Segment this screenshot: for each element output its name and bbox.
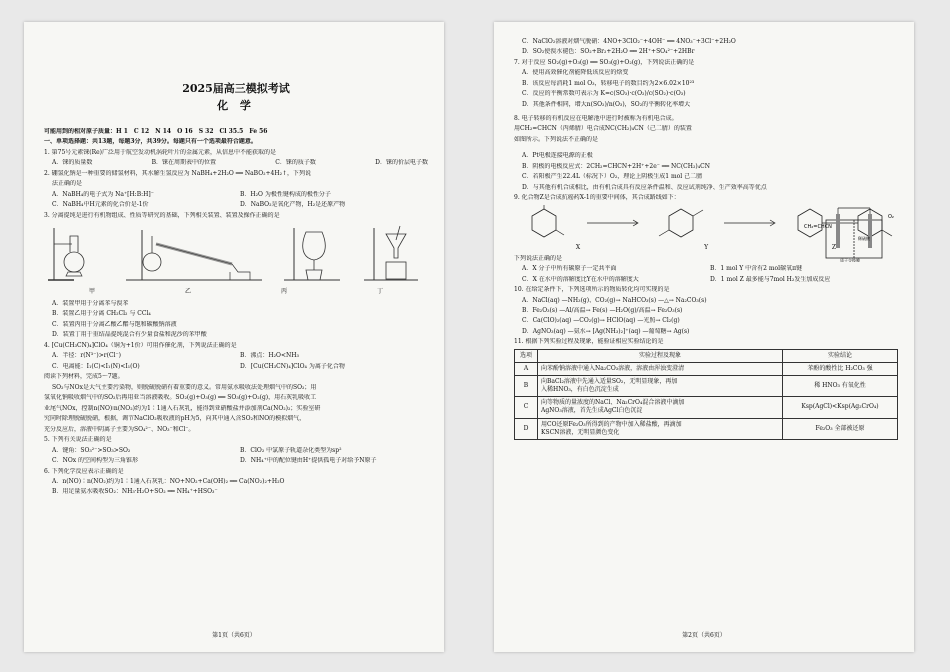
figure-labels — [44, 288, 428, 296]
question-1: 1. 第75号元素铼(Re)广泛用于航空发动机涡轮叶片的金属元素，从信息中不能获取的是 — [44, 148, 277, 156]
page-footer: 第2页（共6页） — [682, 631, 726, 639]
apparatus-figures — [44, 224, 428, 286]
question-8: 8. 电子转移的有机反应在电解池中进行时被称为有机电合成。 — [514, 115, 678, 122]
option: C．反应的平衡常数可表示为 K=c(SO₃)·c(O₂)/c(SO₂)·c(O₃) — [522, 90, 686, 98]
table-cell: Ksp(AgCl)<Ksp(Ag₂CrO₄) — [783, 397, 898, 418]
figure-label: 甲 — [88, 287, 95, 295]
table-cell: A — [515, 363, 538, 376]
option: A．Pt电极连接电源的正极 — [522, 152, 593, 160]
table-cell — [538, 418, 783, 439]
question-5-options-row — [44, 457, 428, 465]
figure-label: 乙 — [184, 287, 191, 295]
passage-line: 充分反应后，溶液中阴离子主要为SO₄²⁻、NO₃⁻和Cl⁻。 — [44, 425, 195, 433]
question-8-continued: 如图所示。下列说法不正确的是 — [514, 135, 599, 143]
question-7: 7. 对于反应 SO₂(g)+O₃(g) ══ SO₃(g)+O₂(g)，下列说法正确的是 — [514, 58, 695, 66]
passage-intro: 阅读下列材料，完成5～7题。 — [44, 373, 124, 381]
page-1-content — [44, 82, 428, 499]
atomic-masses: 可能用到的相对原子质量：H 1 C 12 N 14 O 16 S 32 Cl 35.5 Fe 56 — [44, 127, 268, 135]
option: C．铼的质子数 — [275, 159, 316, 167]
option: B．1 mol Y 中含有2 mol碳氧π键 — [710, 265, 803, 273]
option: D．NH₄⁺中的配位键由H⁺提供孤电子对给予N原子 — [240, 457, 377, 465]
cell-line: 向苯酚钠溶液中通入Na₂CO₃溶液，溶液由浑浊变澄清 — [541, 365, 685, 373]
option: D．铼的价层电子数 — [375, 159, 428, 167]
cell-label: 质子交换膜 — [840, 258, 860, 262]
electrolysis-cell-diagram — [804, 206, 900, 262]
table-row — [515, 418, 898, 439]
question-4: 4. [Cu(CH₃CN)₄]ClO₄（铜为+1价）可用作催化剂，下列说法正确的是 — [44, 341, 237, 349]
table-cell: 苯酚的酸性比 H₂CO₃ 强 — [783, 363, 898, 376]
figure-label: 丙 — [280, 287, 287, 295]
apparatus-bing-figure — [280, 224, 350, 282]
cell-line: AgNO₃溶液，首先生成AgCl白色沉淀 — [541, 407, 643, 415]
table-cell — [538, 363, 783, 376]
passage-line: 业尾气NOx，控制n(NO)∶n(NO₂)约为1∶1通入石灰乳，能得到亚硝酸盐并添加剂Ca(NO₂)₂；实验室研 — [44, 404, 321, 412]
table-row — [515, 376, 898, 397]
option: C．Ca(ClO)₂(aq) —CO₂(g)→ HClO(aq) —光照→ Cl₂(g) — [522, 317, 680, 325]
structure-label: X — [575, 244, 581, 252]
table-header-row — [515, 349, 898, 362]
cell-label: O₂ — [888, 214, 894, 220]
question-6: 6. 下列化学反应表示正确的是 — [44, 467, 124, 475]
question-2-options-row — [44, 201, 428, 209]
option: C．若阳极产生22.4L（标况下）O₂，理论上阴极生成1 mol 己二腈 — [522, 173, 703, 181]
table-row — [515, 397, 898, 418]
cell-line: 向等物质的量浓度的NaCl、Na₂CrO₄混合溶液中滴加 — [541, 399, 685, 407]
option: B．铼在周期表中的位置 — [151, 159, 217, 167]
option: A．X 分子中所有碳原子一定共平面 — [522, 265, 617, 273]
structure-x — [514, 205, 574, 241]
table-cell: Fe₂O₃ 全部被还原 — [783, 418, 898, 439]
section-heading: 一、单项选择题：共13题，每题3分，共39分。每题只有一个选项最符合题意。 — [44, 138, 257, 146]
question-2-continued: 法正确的是 — [52, 180, 83, 188]
option: C．NaClO₂溶液对烟气脱硝：4NO+3ClO₂⁻+4OH⁻ ══ 4NO₃⁻+3Cl⁻+2H₂O — [522, 38, 736, 45]
table-row — [515, 363, 898, 376]
option: B．阴极的电极反应式：2CH₂=CHCN+2H⁺+2e⁻ ══ NC(CH₂)₄CN — [522, 162, 710, 170]
option: B．用足量氨水吸收SO₂：NH₃·H₂O+SO₂ ══ NH₄⁺+HSO₃⁻ — [52, 488, 218, 496]
passage-line: 究同时除理脱硫脱硝，根据，调节NaClO₂吸收液的pH为5，向其中通入含SO₂和NO的模拟烟气， — [44, 415, 306, 423]
option: D．SO₂使溴水褪色：SO₂+Br₂+2H₂O ══ 2H⁺+SO₄²⁻+2HBr — [522, 48, 695, 56]
exam-page-2 — [494, 22, 914, 652]
cell-line: 用CO还原Fe₂O₃所得到的产物中加入稀盐酸，再滴加 — [541, 420, 682, 428]
question-9: 9. 化合物Z是合成抗癌药X-1的重要中间体，其合成路线如下： — [514, 194, 680, 201]
table-cell: 稀 HNO₃ 有氧化性 — [783, 376, 898, 397]
structure-y — [651, 205, 711, 241]
table-header: 实验结论 — [783, 349, 898, 362]
cell-line: KSCN溶液，无明显颜色变化 — [541, 428, 620, 436]
option: A．n(NO)∶n(NO₂)约为1∶1通入石灰乳：NO+NO₂+Ca(OH)₂ ══ Ca(NO₂)₂+H₂O — [52, 477, 285, 485]
option: A．铼的质量数 — [52, 159, 93, 167]
question-9-options-row — [514, 276, 898, 284]
cell-line: 入稀HNO₃，有白色沉淀生成 — [541, 386, 619, 394]
option: B．装置乙用于分离 CH₂Cl₂ 与 CCl₄ — [52, 310, 151, 318]
page-footer: 第1页（共6页） — [212, 631, 256, 639]
table-cell — [538, 397, 783, 418]
exam-title: 2025届高三模拟考试 — [182, 82, 290, 95]
option: C．NOx 的空间构型为三角锥形 — [52, 457, 139, 465]
option: A．NaBH₄的电子式为 Na⁺[H:B:H]⁻ — [52, 190, 154, 198]
passage-line: 氢氧化钠吸收烟气中的SO₂后再用亚当溶液吸收。SO₂(g)+O₃(g) ══ SO₃(g)+O₂(g)，用石灰乳吸收工 — [44, 394, 317, 402]
apparatus-jia-figure — [44, 224, 114, 282]
question-4-options-row — [44, 363, 428, 371]
apparatus-yi-figure — [122, 224, 272, 282]
table-cell — [538, 376, 783, 397]
option: D．[Cu(CH₃CN)₄]ClO₄ 为离子化合物 — [240, 362, 345, 370]
structure-label: Y — [704, 244, 709, 252]
structure-label: Z — [831, 244, 837, 252]
option: C．电离能：I₁(C)<I₁(N)<I₁(O) — [52, 362, 140, 370]
cell-label: CH₂=CHCN — [804, 224, 832, 230]
option: D．AgNO₃(aq) —氨水→ [Ag(NH₃)₂]⁺(aq) —葡萄糖→ Ag(s) — [522, 327, 690, 335]
option: A．键角：SO₃²⁻>SO₃>SO₂ — [52, 446, 131, 454]
question-11: 11. 根据下列实验过程及现象，能验证相应实验结论的是 — [514, 338, 664, 346]
option: D．其他条件相同，增大n(SO₂)/n(O₃)，SO₂的平衡转化率增大 — [522, 100, 691, 108]
question-9-prompt: 下列说法正确的是 — [514, 254, 563, 262]
option: B．沸点：H₂O<NH₃ — [240, 352, 299, 360]
option: A．使用高效催化剂能降低该反应的焓变 — [522, 69, 629, 77]
option: B．Fe₂O₃(s) —Al/高温→ Fe(s) —H₂O(g)/高温→ Fe₂O₃(s) — [522, 307, 683, 314]
reaction-arrow — [583, 205, 643, 241]
option: A．NaCl(aq) —NH₃(g)、CO₂(g)→ NaHCO₃(s) —△→ Na₂CO₃(s) — [522, 296, 707, 304]
question-9-options-row — [514, 265, 898, 273]
option: C．NaBH₄中H元素的化合价是-1价 — [52, 201, 149, 209]
question-2-options-row — [44, 191, 428, 199]
option: B．H₂O 为极性键构成的极性分子 — [240, 190, 331, 198]
question-5-options-row — [44, 447, 428, 455]
passage-line: SO₂与NOx是大气主要污染物，则脱硫脱硝有着重要的意义。常用氨水吸收法处理烟气中的SO₂；用 — [52, 383, 317, 391]
figure-label: 丁 — [376, 287, 383, 295]
question-5: 5. 下列有关说法正确的是 — [44, 436, 112, 444]
table-cell: B — [515, 376, 538, 397]
option: D．装置丁用于重结晶提纯混合有少量食盐和泥沙的苯甲酸 — [52, 331, 207, 339]
option: B．ClO₂ 中氯原子轨道杂化类型为sp² — [240, 446, 342, 454]
exam-subject: 化 学 — [217, 98, 255, 112]
question-3: 3. 分离提纯是进行有机物组成、性质等研究的基础，下列相关装置、装置及操作正确的是 — [44, 211, 280, 219]
table-cell: C — [515, 397, 538, 418]
table-header: 选项 — [515, 349, 538, 362]
option: D．与其他有机合成相比，由有机合成具有反应条件温和、反应试剂纯净、生产效率高等优点 — [522, 183, 767, 191]
exam-page-1 — [24, 22, 444, 652]
question-8-continued: 用CH₂=CHCN（丙烯腈）电合成NC(CH₂)₄CN（己二腈）的装置 — [514, 125, 692, 133]
table-header: 实验过程及现象 — [538, 349, 783, 362]
question-1-options — [44, 159, 428, 167]
question-10: 10. 在给定条件下，下列选项所示的物质转化均可实现的是 — [514, 286, 670, 294]
option: D．1 mol Z 最多能与7mol H₂发生加成反应 — [710, 275, 831, 283]
option: B．该反应每消耗1 mol O₃，转移电子的数目约为2×6.02×10²³ — [522, 79, 695, 87]
question-4-options-row — [44, 352, 428, 360]
table-cell: D — [515, 418, 538, 439]
question-2: 2. 硼氢化钠是一种重要的储氢材料，其水解生氢反应为 NaBH₄+2H₂O ══ NaBO₂+4H₂↑，下列说 — [44, 169, 312, 177]
option: C．装置丙用于分离乙酸乙酯与饱和碳酸钠溶液 — [52, 320, 177, 328]
option: A．半径：r(N³⁻)>r(Cl⁻) — [52, 352, 121, 360]
reaction-arrow — [720, 205, 780, 241]
apparatus-ding-figure — [358, 224, 428, 282]
option: A．装置甲用于分离苯与溴苯 — [52, 299, 129, 307]
cell-line: 向BaCl₂溶液中先通入适量SO₂，无明显现象，再加 — [541, 378, 678, 386]
option: D．NaBO₂是氧化产物，H₂是还原产物 — [240, 201, 346, 209]
experiment-table — [514, 349, 898, 440]
cell-label: 稀硫酸 — [858, 236, 870, 241]
option: C．X 在水中的溶解度比Y在水中的溶解度大 — [522, 275, 639, 283]
